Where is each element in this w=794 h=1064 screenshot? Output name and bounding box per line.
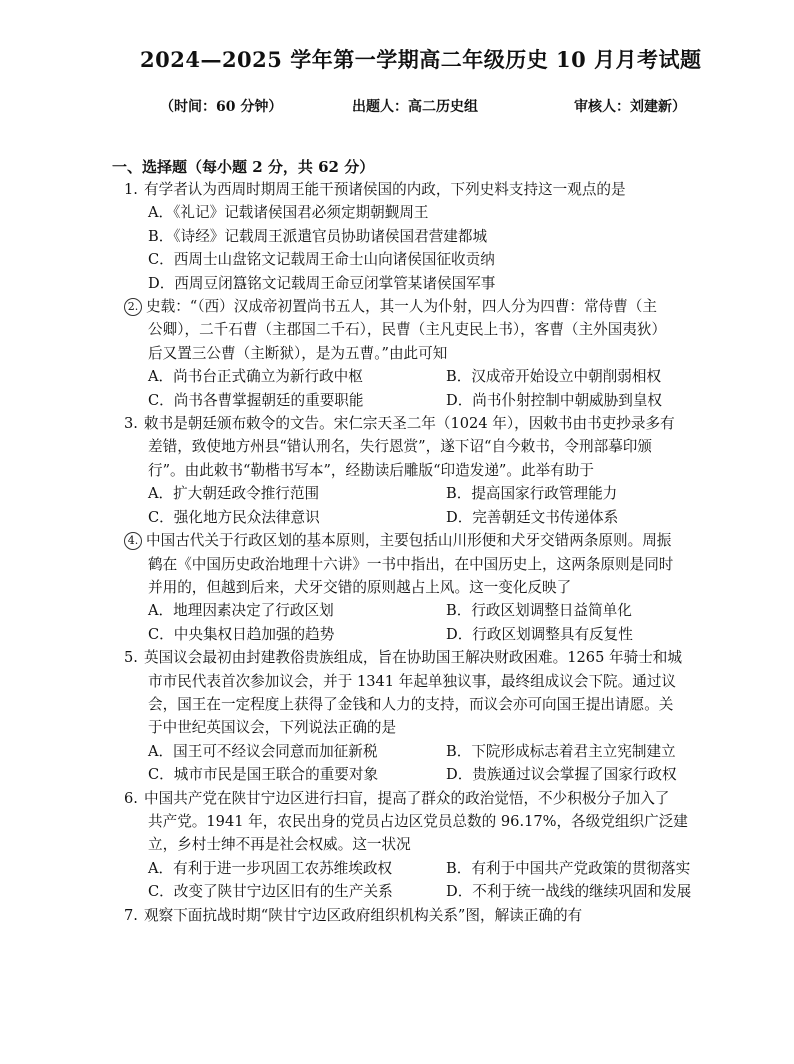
question-7 [124, 904, 744, 927]
option-c: C．改变了陕甘宁边区旧有的生产关系 [148, 883, 393, 901]
option-c: C．尚书各曹掌握朝廷的重要职能 [148, 391, 364, 409]
question-stem-text: 敕书是朝廷颁布敕令的文告。宋仁宗天圣二年（1024 年），因敕书由书吏抄录多有 [144, 415, 675, 433]
option-a: A．尚书台正式确立为新行政中枢 [148, 368, 363, 386]
option-b: B．行政区划调整日益简单化 [446, 602, 632, 620]
question-stem-line: 行”。由此敕书“勒楷书写本”，经勘读后雕版“印造发递”。此举有助于 [148, 461, 594, 479]
option-grid [124, 857, 744, 904]
option-b: B．提高国家行政管理能力 [446, 485, 618, 503]
question-number: 3. [124, 415, 138, 433]
option-d: D．不利于统一战线的继续巩固和发展 [446, 883, 692, 901]
question-number: 4. [124, 532, 142, 550]
question-number: 2. [124, 298, 142, 316]
option-b: B．下院形成标志着君主立宪制建立 [446, 742, 676, 760]
option-d: D．贵族通过议会掌握了国家行政权 [446, 766, 677, 784]
question-1 [124, 178, 744, 295]
question-4 [124, 529, 744, 646]
question-stem-line: 后又置三公曹（主断狱），是为五曹。”由此可知 [148, 344, 448, 362]
question-5 [124, 646, 744, 786]
option-d: D．西周豆闭簋铭文记载周王命豆闭掌管某诸侯国军事 [148, 274, 496, 292]
exam-reviewer: 审核人：刘建新） [574, 99, 686, 115]
question-stem-line: 市市民代表首次参加议会，并于 1341 年起单独议事，最终组成议会下院。通过议 [148, 672, 677, 690]
question-stem-line: 鹤在《中国历史政治地理十六讲》一书中指出，在中国历史上，这两条原则是同时 [148, 555, 674, 573]
exam-setter: 出题人：高二历史组 [352, 99, 478, 115]
question-stem-line: 公卿），二千石曹（主郡国二千石），民曹（主凡吏民上书），客曹（主外国夷狄） [148, 321, 667, 339]
exam-time: （时间：60 分钟） [160, 99, 283, 115]
question-stem-line [124, 904, 744, 927]
option-b: B．汉成帝开始设立中朝削弱相权 [446, 368, 662, 386]
option-a: A．地理因素决定了行政区划 [148, 602, 334, 620]
question-stem-text: 中国共产党在陕甘宁边区进行扫盲，提高了群众的政治觉悟，不少积极分子加入了 [144, 789, 670, 807]
option-a: A．国王可不经议会同意而加征新税 [148, 742, 378, 760]
question-stem-line: 差错，致使地方州县“错认刑名，失行恩赏”，遂下诏“自今敕书，令刑部摹印颁 [148, 438, 652, 456]
question-stem-line [124, 178, 744, 201]
exam-title: 2024—2025 学年第一学期高二年级历史 10 月月考试题 [140, 47, 702, 72]
option-d: D．完善朝廷文书传递体系 [446, 508, 619, 526]
question-2 [124, 295, 744, 412]
question-number: 6. [124, 789, 138, 807]
question-stem-line: 于中世纪英国议会，下列说法正确的是 [148, 719, 397, 737]
question-stem-line: 立，乡村士绅不再是社会权威。这一状况 [148, 836, 411, 854]
question-list [124, 178, 744, 927]
option-d: D．尚书仆射控制中朝威胁到皇权 [446, 391, 663, 409]
option-b: B．《诗经》记载周王派遣官员协助诸侯国君营建都城 [148, 227, 488, 245]
option-c: C．中央集权日趋加强的趋势 [148, 625, 335, 643]
question-stem-text: 观察下面抗战时期“陕甘宁边区政府组织机构关系”图，解读正确的有 [144, 906, 583, 924]
option-a: A．《礼记》记载诸侯国君必须定期朝觐周王 [148, 204, 429, 222]
option-d: D．行政区划调整具有反复性 [446, 625, 633, 643]
question-stem-line [124, 787, 744, 810]
option-c: C．西周士山盘铭文记载周王命士山向诸侯国征收贡纳 [148, 251, 495, 269]
section-heading: 一、选择题（每小题 2 分，共 62 分） [112, 158, 375, 176]
option-c: C．城市市民是国王联合的重要对象 [148, 766, 379, 784]
question-stem-text: 英国议会最初由封建教俗贵族组成，旨在协助国王解决财政困难。1265 年骑士和城 [144, 649, 682, 667]
question-stem-line [124, 295, 744, 318]
question-3 [124, 412, 744, 529]
option-a: A．扩大朝廷政令推行范围 [148, 485, 320, 503]
option-c: C．强化地方民众法律意识 [148, 508, 320, 526]
question-stem-line [124, 412, 744, 435]
option-grid [124, 740, 744, 787]
option-a: A．有利于进一步巩固工农苏维埃政权 [148, 859, 393, 877]
question-stem-text: 中国古代关于行政区划的基本原则，主要包括山川形便和犬牙交错两条原则。周振 [146, 532, 672, 550]
question-stem-text: 史载：“（西）汉成帝初置尚书五人，其一人为仆射，四人分为四曹：常侍曹（主 [146, 298, 657, 316]
question-number: 7. [124, 906, 138, 924]
question-number: 1. [124, 181, 138, 198]
question-stem-line: 会，国王在一定程度上获得了金钱和人力的支持，而议会亦可向国王提出请愿。关 [148, 695, 674, 713]
question-stem-line [124, 529, 744, 552]
option-grid [124, 365, 744, 412]
option-grid [124, 482, 744, 529]
question-stem-line [124, 646, 744, 669]
question-stem-text: 有学者认为西周时期周王能干预诸侯国的内政，下列史料支持这一观点的是 [144, 181, 626, 198]
question-stem-line: 共产党。1941 年，农民出身的党员占边区党员总数的 96.17%，各级党组织广泛建 [148, 812, 688, 830]
question-stem-line: 并用的，但越到后来，犬牙交错的原则越占上风。这一变化反映了 [148, 578, 572, 596]
option-b: B．有利于中国共产党政策的贯彻落实 [446, 859, 691, 877]
question-6 [124, 787, 744, 904]
option-grid [124, 599, 744, 646]
question-number: 5. [124, 649, 138, 667]
